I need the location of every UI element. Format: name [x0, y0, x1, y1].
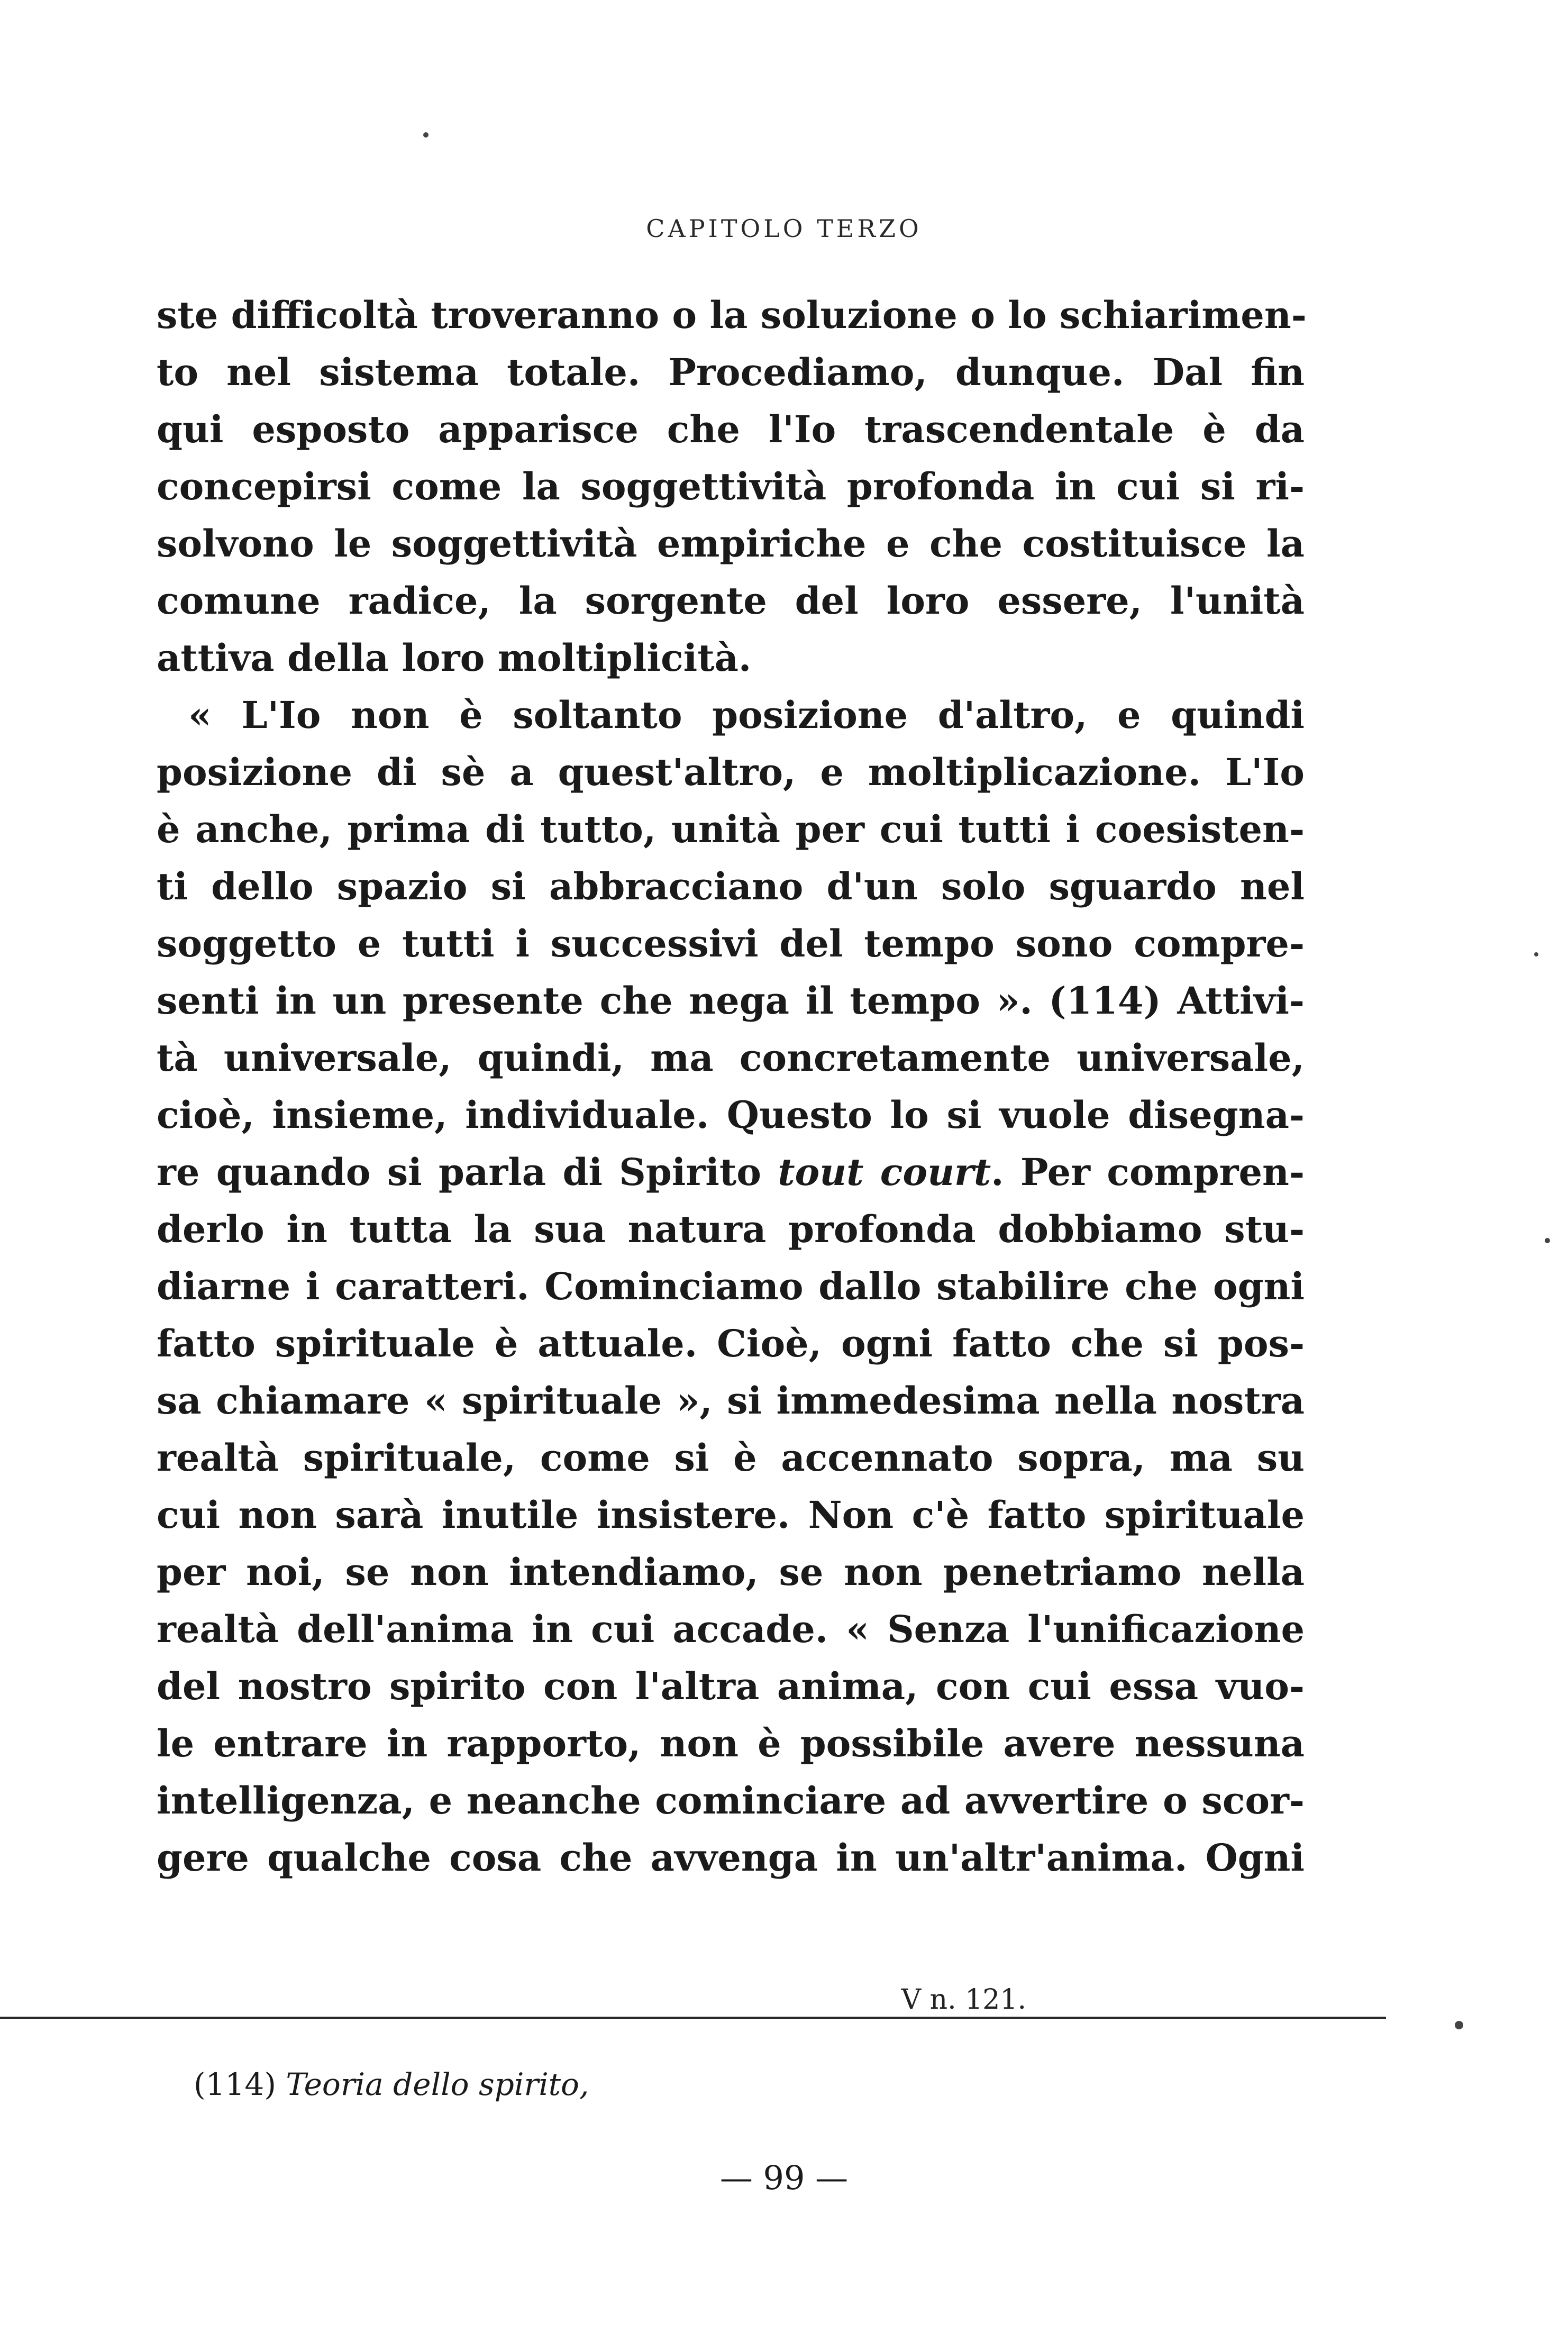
body-line: fatto spirituale è attuale. Cioè, ogni fatto che si pos-: [157, 1322, 1305, 1365]
page-number: — 99 —: [719, 2158, 849, 2197]
body-line: tà universale, quindi, ma concretamente universale,: [157, 1036, 1305, 1080]
body-line: posizione di sè a quest'altro, e moltiplicazione. L'Io: [157, 750, 1305, 794]
body-line: solvono le soggettività empiriche e che costituisce la: [157, 522, 1305, 566]
body-line: cioè, insieme, individuale. Questo lo si vuole disegna-: [157, 1093, 1305, 1137]
body-line: to nel sistema totale. Procediamo, dunque. Dal fin: [157, 350, 1305, 394]
body-line: concepirsi come la soggettività profonda in cui si ri-: [157, 464, 1305, 508]
body-line: le entrare in rapporto, non è possibile avere nessuna: [157, 1721, 1305, 1765]
scan-speck: [423, 132, 429, 138]
body-line: senti in un presente che nega il tempo ». (114) Attivi-: [157, 979, 1305, 1023]
body-text: [157, 287, 1305, 1887]
scan-speck: [1534, 952, 1538, 956]
scan-speck: [1455, 2021, 1463, 2029]
footnote-rule: [0, 2017, 1386, 2019]
footnote: [194, 2066, 1040, 2103]
footnote-fragment: V n. 121.: [901, 1984, 1026, 2016]
body-line: qui esposto apparisce che l'Io trascendentale è da: [157, 407, 1305, 451]
body-line: diarne i caratteri. Cominciamo dallo stabilire che ogni: [157, 1264, 1305, 1308]
body-line: comune radice, la sorgente del loro essere, l'unità: [157, 579, 1305, 623]
body-line: per noi, se non intendiamo, se non penetriamo nella: [157, 1550, 1305, 1594]
running-head: CAPITOLO TERZO: [646, 214, 922, 243]
body-line-part: re quando si parla di Spirito: [157, 1150, 761, 1194]
italic-phrase: tout court: [778, 1150, 991, 1194]
body-line: ti dello spazio si abbracciano d'un solo sguardo nel: [157, 864, 1305, 908]
body-line: sa chiamare « spirituale », si immedesima nella nostra: [157, 1379, 1305, 1423]
body-line: cui non sarà inutile insistere. Non c'è fatto spirituale: [157, 1493, 1305, 1537]
scan-speck: [1545, 1238, 1550, 1243]
footnote-title: Teoria dello spirito,: [286, 2066, 589, 2102]
body-line: ste difficoltà troveranno o la soluzione o lo schiarimen-: [157, 293, 1307, 337]
body-line: gere qualche cosa che avvenga in un'altr'anima. Ogni: [157, 1836, 1305, 1880]
body-line: è anche, prima di tutto, unità per cui tutti i coesisten-: [157, 807, 1305, 851]
body-line: realtà dell'anima in cui accade. « Senza l'unificazione: [157, 1607, 1305, 1651]
body-line: derlo in tutta la sua natura profonda dobbiamo stu-: [157, 1207, 1305, 1251]
body-line-part: . Per compren-: [991, 1150, 1305, 1194]
body-line: intelligenza, e neanche cominciare ad avvertire o scor-: [157, 1779, 1305, 1823]
body-line: realtà spirituale, come si è accennato sopra, ma su: [157, 1436, 1305, 1480]
body-line-mixed: [157, 1144, 1305, 1201]
body-line: attiva della loro moltiplicità.: [157, 636, 752, 680]
body-line: soggetto e tutti i successivi del tempo sono compre-: [157, 922, 1305, 965]
body-line: del nostro spirito con l'altra anima, con cui essa vuo-: [157, 1664, 1305, 1708]
body-line: « L'Io non è soltanto posizione d'altro, e quindi: [188, 693, 1305, 737]
footnote-number: (114): [194, 2066, 276, 2102]
